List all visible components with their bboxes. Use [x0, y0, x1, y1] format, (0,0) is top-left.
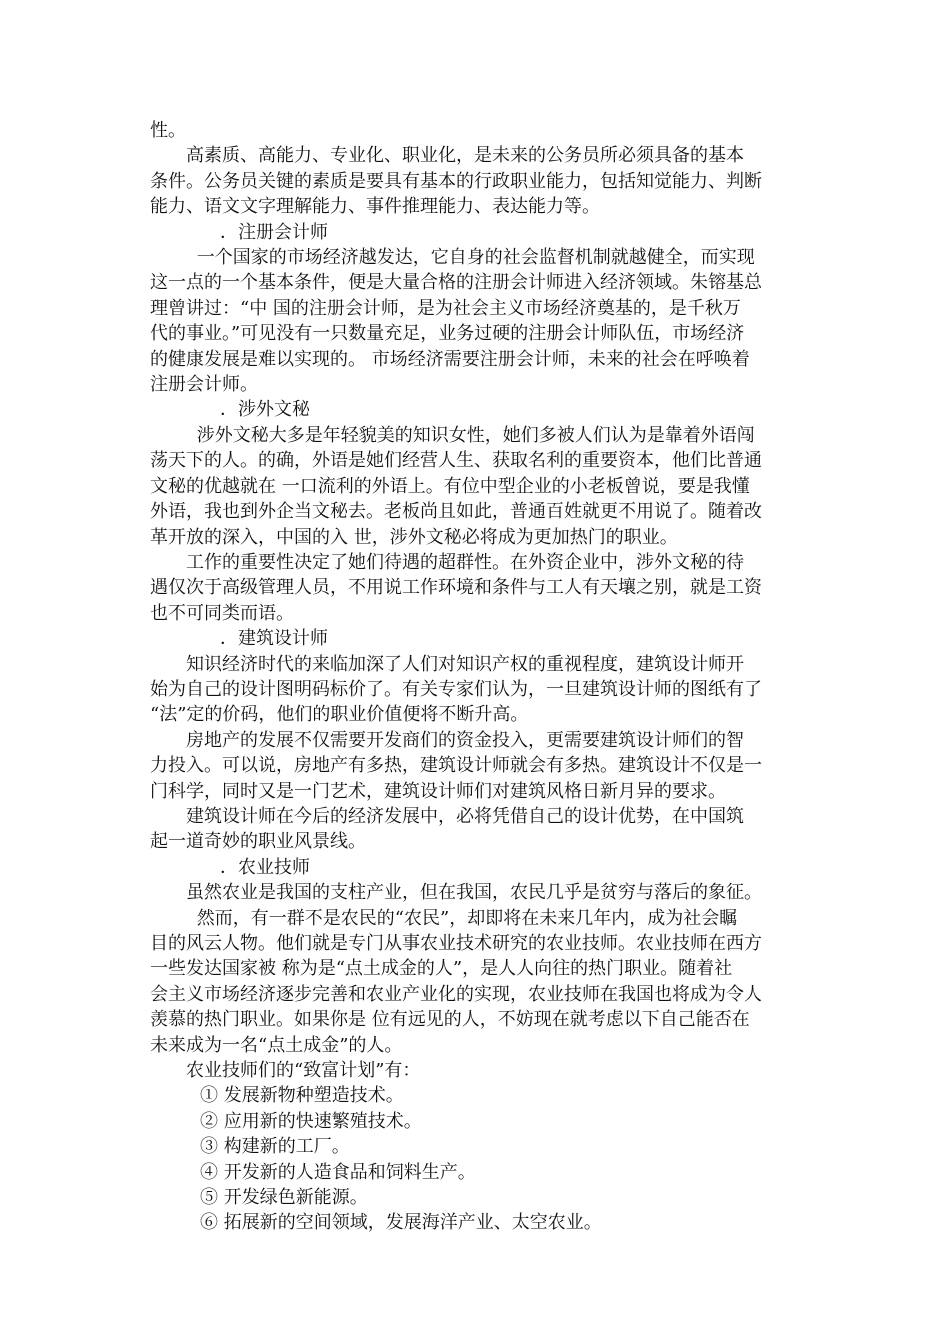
list-item: ④ 开发新的人造食品和饲料生产。: [200, 1161, 476, 1183]
paragraph-plan-intro: [150, 1058, 800, 1083]
text-line: 羡慕的热门职业。如果你是 位有远见的人，不妨现在就考虑以下自己能否在: [150, 1009, 750, 1031]
text-line: 目的风云人物。他们就是专门从事农业技术研究的农业技师。农业技师在西方: [150, 933, 762, 954]
text-line: 代的事业。”可见没有一只数量充足，业务过硬的注册会计师队伍，市场经济: [150, 323, 745, 345]
paragraph-foreign-secretary: [150, 423, 800, 550]
text-line: 涉外文秘大多是年轻貌美的知识女性，她们多被人们认为是靠着外语闯: [196, 424, 755, 446]
text-line: 能力、语文文字理解能力、事件推理能力、表达能力等。: [150, 196, 600, 218]
text-line: 门科学，同时又是一门艺术，建筑设计师们对建筑风格日新月异的要求。: [150, 780, 726, 802]
text-line: 未来成为一名“点土成金”的人。: [150, 1034, 403, 1056]
text-line: 一个国家的市场经济越发达，它自身的社会监督机制就越健全，而实现: [196, 247, 755, 269]
text-line: 工作的重要性决定了她们待遇的超群性。在外资企业中，涉外文秘的待: [186, 551, 744, 573]
text-line: 农业技师们的“致富计划”有：: [186, 1060, 421, 1082]
text-line: 这一点的一个基本条件，便是大量合格的注册会计师进入经济领域。朱镕基总: [150, 272, 762, 294]
paragraph-agri-technician: [150, 906, 800, 1058]
paragraph-civil-servant-qualities: [150, 143, 800, 219]
text-line: 会主义市场经济逐步完善和农业产业化的实现，农业技师在我国也将成为令人: [150, 983, 762, 1005]
paragraph-cpa: [150, 245, 800, 397]
paragraph-civil-servant-end: [150, 118, 800, 143]
text-line: 注册会计师。: [150, 374, 258, 396]
text-line: 知识经济时代的来临加深了人们对知识产权的重视程度，建筑设计师开: [186, 653, 744, 675]
list-item: ⑤ 开发绿色新能源。: [200, 1187, 368, 1209]
text-line: “法”定的价码，他们的职业价值便将不断升高。: [150, 704, 529, 726]
text-line: 始为自己的设计图明码标价了。有关专家们认为，一旦建筑设计师的图纸有了: [150, 678, 762, 700]
text-line: 然而，有一群不是农民的“农民”，却即将在未来几年内，成为社会瞩: [196, 907, 738, 929]
list-item: ① 发展新物种塑造技术。: [200, 1085, 404, 1107]
text-line: 遇仅次于高级管理人员，不用说工作环境和条件与工人有天壤之别，就是工资: [150, 577, 762, 599]
text-line: 虽然农业是我国的支柱产业，但在我国，农民几乎是贫穷与落后的象征。: [186, 882, 762, 904]
paragraph-foreign-secretary-pay: [150, 550, 800, 626]
list-item: ③ 构建新的工厂。: [200, 1136, 350, 1158]
text-line: 革开放的深入，中国的入 世，涉外文秘必将成为更加热门的职业。: [150, 526, 678, 548]
paragraph-architect: [150, 652, 800, 728]
text-line: 外语，我也到外企当文秘去。老板尚且如此，普通百姓就更不用说了。随着改: [150, 501, 762, 523]
text-line: 起一道奇妙的职业风景线。: [150, 831, 366, 853]
text-line: 房地产的发展不仅需要开发商们的资金投入，更需要建筑设计师们的智: [186, 729, 744, 751]
paragraph-agri-technician-intro: [150, 880, 800, 905]
section-heading-architect: ．建筑设计师: [220, 628, 328, 650]
document-page: [150, 118, 800, 1236]
section-heading-agri-technician: ．农业技师: [220, 856, 310, 878]
text-line: 也不可同类而语。: [150, 602, 294, 624]
paragraph-architect-future: [150, 804, 800, 855]
section-heading-cpa: ．注册会计师: [220, 221, 328, 243]
text-line: 性。: [150, 120, 186, 141]
text-line: 力投入。可以说，房地产有多热，建筑设计师就会有多热。建筑设计不仅是一: [150, 755, 762, 777]
paragraph-architect-real-estate: [150, 728, 800, 804]
list-item: ② 应用新的快速繁殖技术。: [200, 1110, 422, 1132]
plan-list: [150, 1083, 800, 1235]
text-line: 荡天下的人。的确，外语是她们经营人生、获取名利的重要资本，他们比普通: [150, 450, 762, 472]
text-line: 高素质、高能力、专业化、职业化，是未来的公务员所必须具备的基本: [186, 145, 744, 167]
section-heading-foreign-secretary: ．涉外文秘: [220, 399, 310, 421]
text-line: 建筑设计师在今后的经济发展中，必将凭借自己的设计优势，在中国筑: [186, 805, 744, 827]
list-item: ⑥ 拓展新的空间领域，发展海洋产业、太空农业。: [200, 1212, 602, 1234]
text-line: 文秘的优越就在 一口流利的外语上。有位中型企业的小老板曾说，要是我懂: [150, 475, 750, 497]
text-line: 理曾讲过：“中 国的注册会计师，是为社会主义市场经济奠基的，是千秋万: [150, 297, 741, 319]
text-line: 一些发达国家被 称为是“点土成金的人”，是人人向往的热门职业。随着社: [150, 958, 733, 980]
text-line: 条件。公务员关键的素质是要具有基本的行政职业能力，包括知觉能力、判断: [150, 170, 762, 192]
text-line: 的健康发展是难以实现的。 市场经济需要注册会计师，未来的社会在呼唤着: [150, 348, 750, 370]
